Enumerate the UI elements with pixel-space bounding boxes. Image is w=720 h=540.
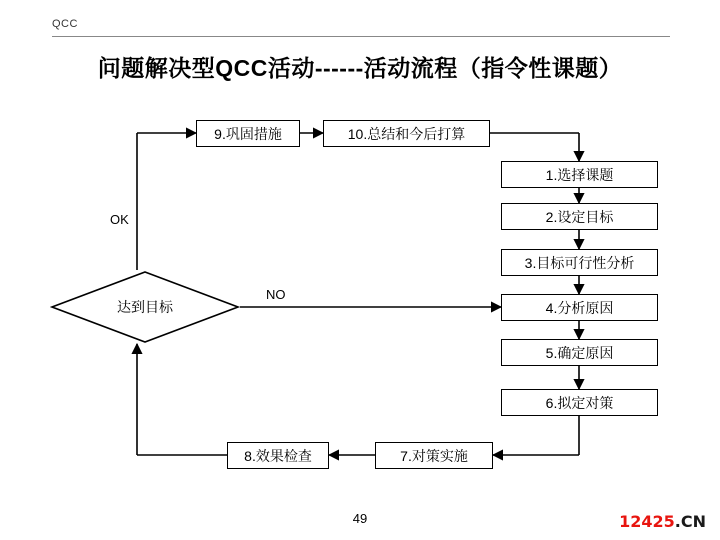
flow-node-3[interactable] <box>501 249 658 276</box>
edge-label-ok: OK <box>110 212 129 227</box>
flow-node-3-label: 3.目标可行性分析 <box>524 254 635 271</box>
flow-node-7[interactable] <box>375 442 493 469</box>
edge-label-no: NO <box>266 287 286 302</box>
flow-node-1-label: 1.选择课题 <box>545 166 614 183</box>
flow-node-5-label: 5.确定原因 <box>545 344 614 361</box>
watermark <box>619 512 706 531</box>
decision-label: 达到目标 <box>117 299 173 315</box>
flow-node-2[interactable] <box>501 203 658 230</box>
header-divider <box>52 36 670 37</box>
flow-node-9[interactable] <box>196 120 300 147</box>
flow-node-10[interactable] <box>323 120 490 147</box>
flow-node-6-label: 6.拟定对策 <box>545 394 614 411</box>
flow-node-10-label: 10.总结和今后打算 <box>347 125 466 142</box>
flow-node-7-label: 7.对策实施 <box>400 447 468 464</box>
decision-goal-reached[interactable] <box>50 270 240 344</box>
watermark-domain: .CN <box>674 512 706 531</box>
page-title: 问题解决型QCC活动------活动流程（指令性课题） <box>97 55 623 81</box>
watermark-number: 12425 <box>619 512 675 531</box>
page-number: 49 <box>352 511 368 526</box>
header-label: QCC <box>52 18 78 30</box>
flow-node-8[interactable] <box>227 442 329 469</box>
flow-node-4-label: 4.分析原因 <box>545 299 614 316</box>
flow-node-5[interactable] <box>501 339 658 366</box>
flow-node-2-label: 2.设定目标 <box>545 208 614 225</box>
flow-node-4[interactable] <box>501 294 658 321</box>
flow-node-6[interactable] <box>501 389 658 416</box>
flow-node-8-label: 8.效果检查 <box>244 447 312 464</box>
flow-node-9-label: 9.巩固措施 <box>214 125 282 142</box>
flow-node-1[interactable] <box>501 161 658 188</box>
